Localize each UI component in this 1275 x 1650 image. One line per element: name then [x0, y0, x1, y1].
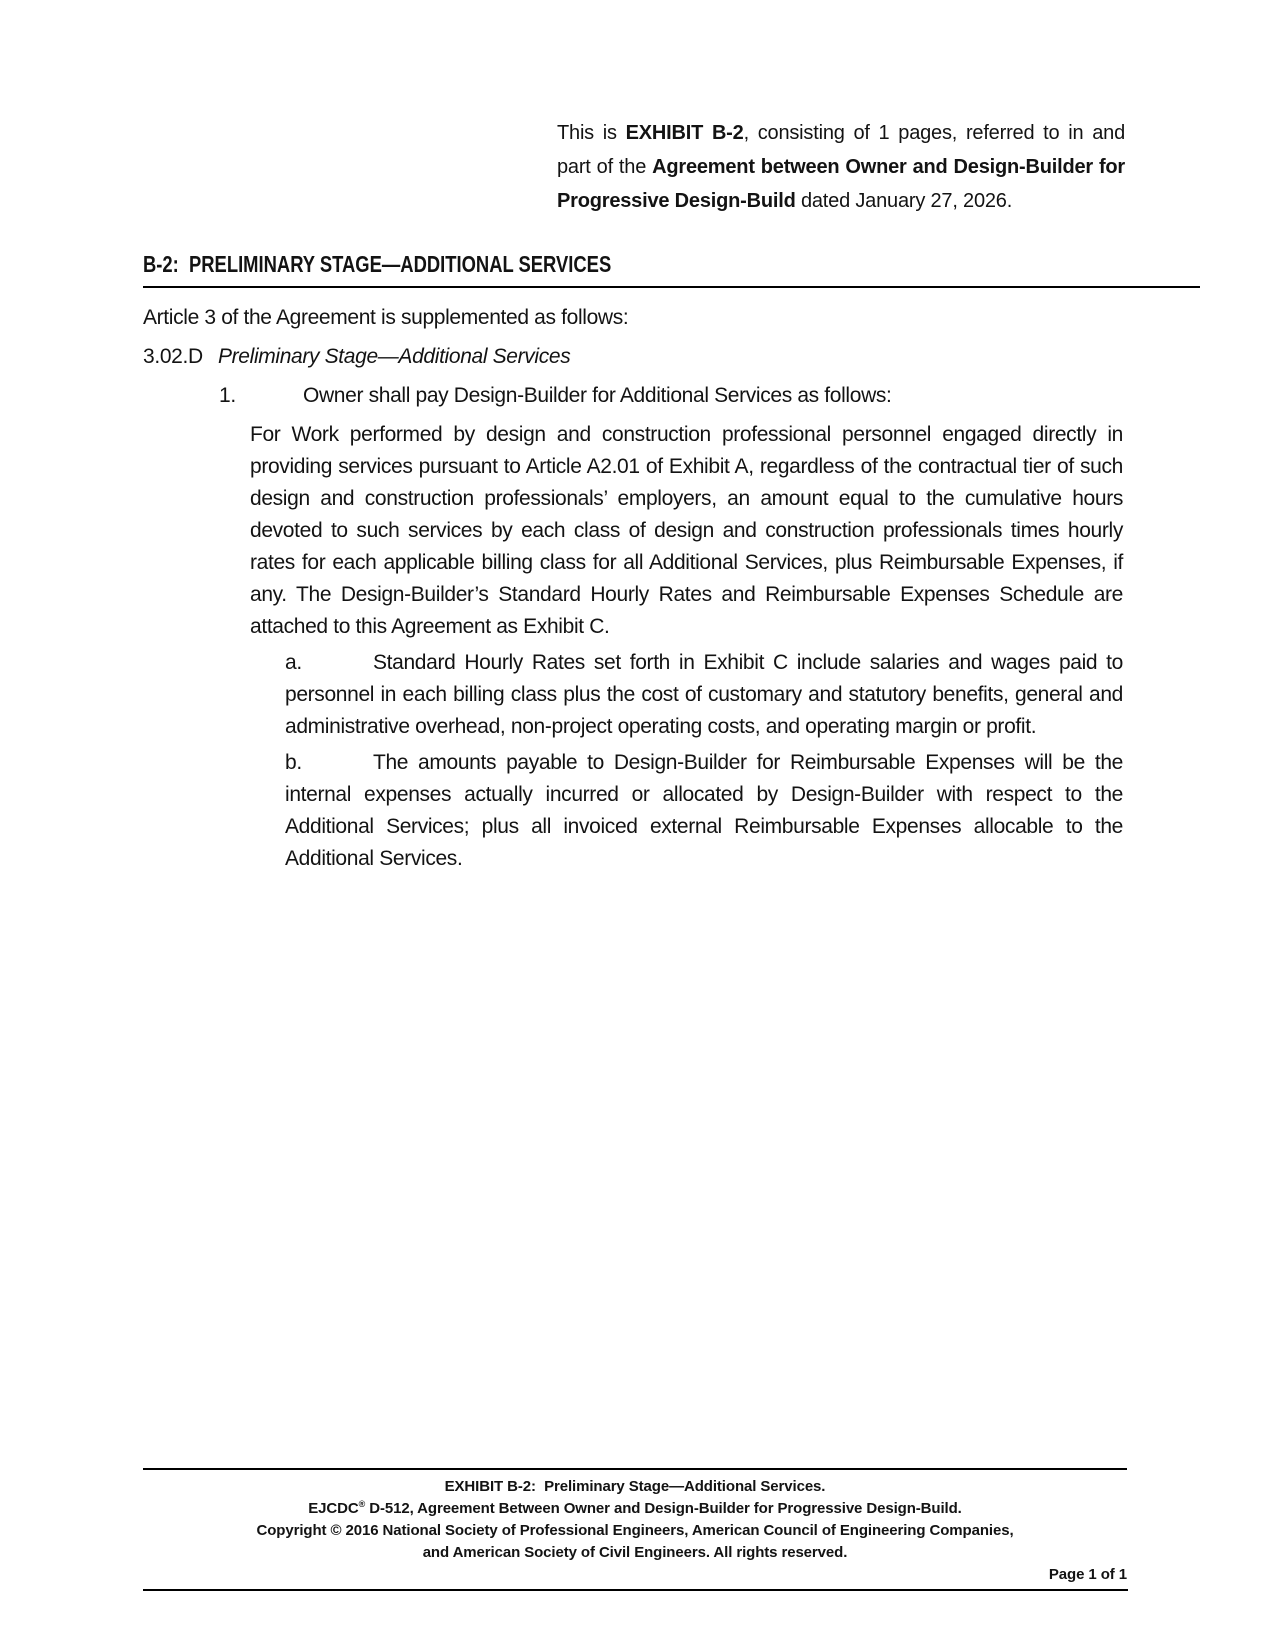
list-item-1-text: Owner shall pay Design-Builder for Additional Services as follows:	[303, 384, 892, 407]
footer-exhibit-title: EXHIBIT B-2: Preliminary Stage—Additional Services.	[444, 1478, 826, 1495]
footer-bottom-rule	[143, 1589, 1128, 1591]
page-footer	[143, 1476, 1127, 1586]
body-paragraph: For Work performed by design and construction professional personnel engaged directly in providing services pursuant to Article A2.01 of Exhibit A, regardless of the contractual tier of such design and construction professionals’ employers, an amount equal to the cumulative hours devoted to such services by each class of design and construction professionals times hourly rates for each applicable billing class for all Additional Services, plus Reimbursable Expenses, if any. The Design-Builder’s Standard Hourly Rates and Reimbursable Expenses Schedule are attached to this Agreement as Exhibit C.	[250, 423, 1123, 638]
subitem-a	[285, 647, 1123, 743]
subitem-b-text: The amounts payable to Design-Builder for Reimbursable Expenses will be the internal expenses actually incurred or allocated by Design-Builder with respect to the Additional Services; plus all invoiced external Reimbursable Expenses allocable to the Additional Services.	[285, 751, 1123, 870]
footer-copyright-line: Copyright © 2016 National Society of Professional Engineers, American Council of Engineering Companies,	[256, 1522, 1014, 1539]
page-number: Page 1 of 1	[1048, 1566, 1127, 1583]
subitem-a-text: Standard Hourly Rates set forth in Exhibit C include salaries and wages paid to personnel in each billing class plus the cost of customary and statutory benefits, general and administrative overhead, non-project operating costs, and operating margin or profit.	[285, 651, 1123, 738]
section-line	[143, 341, 1123, 373]
footer-rights-line: and American Society of Civil Engineers. All rights reserved.	[422, 1544, 848, 1561]
section-heading-rule	[143, 251, 1200, 288]
section-title: Preliminary Stage—Additional Services	[218, 345, 571, 368]
exhibit-note: This is EXHIBIT B-2, consisting of 1 pages, referred to in and part of the Agreement between Owner and Design-Builder for Progressive Design-Build dated January 27, 2026.	[557, 122, 1126, 212]
section-number: 3.02.D	[143, 345, 203, 368]
subitem-a-letter: a.	[285, 651, 302, 674]
section-heading: B-2: PRELIMINARY STAGE—ADDITIONAL SERVICES	[143, 251, 612, 277]
list-item-1-number: 1.	[219, 384, 236, 407]
subitem-b-letter: b.	[285, 751, 302, 774]
intro-text: Article 3 of the Agreement is supplemented as follows:	[143, 306, 629, 329]
subitem-b	[285, 747, 1123, 875]
list-item-1	[143, 380, 1123, 412]
footer-ejcdc-line: EJCDC® D-512, Agreement Between Owner and Design-Builder for Progressive Design-Build.	[308, 1499, 962, 1517]
footer-top-rule	[143, 1468, 1127, 1470]
